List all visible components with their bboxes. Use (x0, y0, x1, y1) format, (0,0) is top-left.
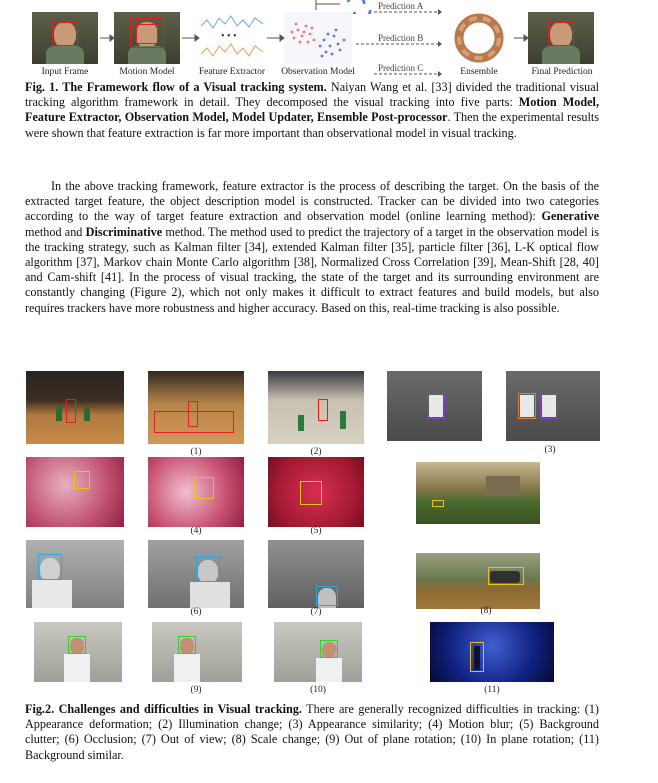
background-clutter-frame (268, 457, 364, 527)
body-text-2: method and (25, 224, 86, 239)
sublabel-1: (1) (190, 447, 202, 457)
stage-label-ensemble: Ensemble (460, 67, 498, 77)
cards-frame-a (387, 371, 482, 441)
scale-change-frame-a (416, 462, 540, 524)
occlusion-frame-a (26, 540, 124, 608)
stage-label-observation-model: Observation Model (281, 67, 355, 77)
basketball-frame-a (26, 371, 124, 444)
figure-2-caption (25, 702, 599, 763)
out-of-plane-rotation-frame-a (34, 622, 122, 682)
out-of-plane-rotation-frame-b (152, 622, 242, 682)
stage-label-motion-model: Motion Model (119, 67, 175, 77)
stage-label-input-frame: Input Frame (41, 67, 89, 77)
ellipsis-dots: • • • (221, 31, 237, 42)
sublabel-3: (3) (544, 445, 556, 455)
sublabel-6: (6) (190, 607, 202, 617)
body-bold-generative: Generative (541, 209, 599, 224)
sublabel-9: (9) (190, 685, 202, 695)
sublabel-8: (8) (480, 606, 492, 616)
sublabel-7: (7) (310, 607, 322, 617)
figure-1-caption-text-1: Naiyan Wang et al. [33] divided the traditional visual tracking algorithm framework in detail. They decomposed the visual tracking into five parts: (25, 80, 599, 110)
sublabel-4: (4) (190, 526, 202, 536)
figure-1-caption-text-2: . Then the experimental results were shown that feature extraction is far more important than observational model in visual tracking. (25, 110, 599, 140)
occlusion-frame-b (148, 540, 244, 608)
sublabel-2: (2) (310, 447, 322, 457)
motion-blur-frame-b (148, 457, 244, 527)
sublabel-5: (5) (310, 526, 322, 536)
sublabel-11: (11) (484, 685, 500, 695)
figure-1-caption-title: Fig. 1. The Framework flow of a Visual tracking system. (25, 80, 327, 94)
prediction-b-label: Prediction B (378, 33, 424, 43)
prediction-a-label: Prediction A (378, 1, 424, 11)
body-paragraph (25, 179, 599, 316)
basketball-frame-c (268, 371, 364, 444)
body-bold-discriminative: Discriminative (85, 224, 163, 239)
figure-1-caption (25, 80, 599, 141)
cards-frame-b (506, 371, 600, 441)
motion-blur-frame-a (26, 457, 124, 527)
stage-label-feature-extractor: Feature Extractor (198, 67, 266, 77)
basketball-frame-b (148, 371, 244, 444)
figure-1-caption-bold-parts: Motion Model, Feature Extractor, Observation Model, Model Updater, Ensemble Post-processor (25, 95, 599, 125)
out-of-view-frame (268, 540, 364, 608)
prediction-c-label: Prediction C (378, 63, 424, 73)
sublabel-10: (10) (310, 685, 326, 695)
body-text-1: In the above tracking framework, feature extractor is the process of describing the target. On the basis of the extracted target feature, the object description model is constructed. Tracker can be divided into two categories according to the way of target feature extraction and observation model (online learning method): (25, 179, 599, 224)
body-text-3: method. The method used to predict the trajectory of a target in the observation model is the tracking strategy, such as Kalman filter [34], extended Kalman filter [35], particle filter [36], L-K optical flow algorithm [37], Markov chain Monte Carlo algorithm [38], Normalized Cross Correlation [39], Mean-Shift [28, 40] and Cam-shift [41]. In the process of visual tracking, the state of the target and its surrounding environment are constantly changing (Figure 2), which not only makes it difficult to extract features and build models, but also requires trackers have more robustness and higher accuracy. Based on this, real-time tracking is also possible. (25, 224, 600, 315)
in-plane-rotation-frame (274, 622, 362, 682)
scale-change-frame-b (416, 553, 540, 609)
stage-label-final-prediction: Final Prediction (531, 67, 593, 77)
figure-2-caption-title: Fig.2. Challenges and difficulties in Visual tracking. (25, 702, 302, 716)
figure-2-caption-text: There are generally recognized difficulties in tracking: (1) Appearance deformation; (2) Illumination change; (3) Appearance similarity; (4) Motion blur; (5) Background clutter; (6) Occlusion; (7) Out of view; (8) Scale change; (9) Out of plane rotation; (10) In plane rotation; (11) Background similar. (25, 702, 599, 762)
background-similar-frame (430, 622, 554, 682)
